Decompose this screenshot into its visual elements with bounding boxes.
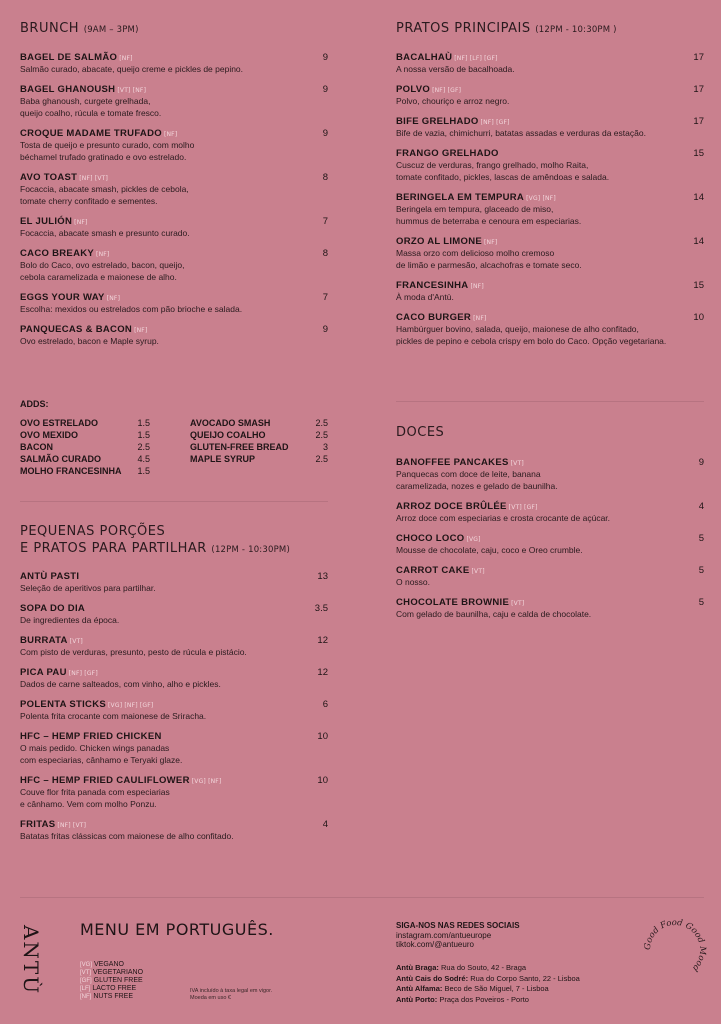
menu-item bbox=[20, 635, 328, 658]
item-price: 10 bbox=[317, 731, 328, 742]
social-title: SIGA-NOS NAS REDES SOCIAIS bbox=[396, 921, 520, 930]
legend-item bbox=[80, 993, 143, 1001]
pequenas-list bbox=[20, 571, 328, 851]
add-on-price: 3 bbox=[322, 442, 328, 452]
item-tags: [VG] [NF] bbox=[526, 195, 556, 202]
legend-code: [GF] bbox=[80, 978, 92, 984]
item-description: Batatas fritas clássicas com maionese de alho confitado. bbox=[20, 831, 234, 841]
add-on-row bbox=[20, 453, 150, 465]
legend-code: [LF] bbox=[80, 986, 91, 992]
item-price: 9 bbox=[322, 52, 328, 63]
item-description: Baba ghanoush, curgete grelhada, queijo coalho, rúcula e tomate fresco. bbox=[20, 96, 162, 118]
item-price: 7 bbox=[322, 292, 328, 303]
item-name: ORZO AL LIMONE bbox=[396, 236, 483, 247]
add-on-row bbox=[20, 429, 150, 441]
legend-code: [VT] bbox=[80, 970, 92, 976]
item-name: POLENTA STICKS bbox=[20, 699, 107, 710]
menu-item bbox=[20, 292, 328, 315]
item-name: CHOCO LOCO bbox=[396, 533, 465, 544]
item-name: BIFE GRELHADO bbox=[396, 116, 479, 127]
item-name: CACO BURGER bbox=[396, 312, 472, 323]
add-on-name: GLUTEN-FREE BREAD bbox=[190, 442, 289, 452]
item-tags: [NF] [VT] bbox=[57, 822, 87, 829]
add-on-row bbox=[20, 441, 150, 453]
add-on-price: 2.5 bbox=[315, 454, 328, 464]
item-name: HFC – HEMP FRIED CAULIFLOWER bbox=[20, 775, 190, 786]
legend-item bbox=[80, 969, 143, 977]
item-price: 4 bbox=[322, 819, 328, 830]
item-name: FRANGO GRELHADO bbox=[396, 148, 499, 159]
legend-label: NUTS FREE bbox=[93, 993, 134, 1000]
item-description: Arroz doce com especiarias e crosta crocante de açúcar. bbox=[396, 513, 611, 523]
menu-item bbox=[396, 236, 704, 271]
item-price: 9 bbox=[322, 84, 328, 95]
item-price: 10 bbox=[317, 775, 328, 786]
menu-item bbox=[396, 84, 704, 107]
item-tags: [NF] bbox=[163, 131, 178, 138]
add-on-price: 1.5 bbox=[137, 430, 150, 440]
adds-right-list bbox=[190, 417, 328, 477]
diet-legend bbox=[80, 961, 143, 1001]
menu-item bbox=[20, 248, 328, 283]
legend-label: VEGANO bbox=[94, 961, 124, 968]
add-on-price: 2.5 bbox=[315, 418, 328, 428]
add-on-name: AVOCADO SMASH bbox=[190, 418, 271, 428]
divider-right bbox=[396, 401, 704, 402]
address-list bbox=[396, 963, 580, 1005]
add-on-row bbox=[190, 453, 328, 465]
location-address: Praça dos Poveiros - Porto bbox=[439, 994, 529, 1004]
legend-label: GLUTEN FREE bbox=[93, 977, 143, 984]
social-block bbox=[396, 921, 520, 950]
item-tags: [NF] bbox=[106, 295, 121, 302]
menu-item bbox=[20, 699, 328, 722]
item-description: Com pisto de verduras, presunto, pesto de rúcula e pistácio. bbox=[20, 647, 247, 657]
location-address: Rua do Corpo Santo, 22 - Lisboa bbox=[470, 973, 580, 983]
item-name: ARROZ DOCE BRÛLÉE bbox=[396, 501, 507, 512]
address-row bbox=[396, 984, 580, 995]
item-price: 5 bbox=[698, 597, 704, 608]
location-name: Antù Alfama: bbox=[396, 984, 443, 993]
tax-note: IVA incluído à taxa legal em vigor. Moeda em uso € bbox=[190, 988, 273, 1001]
item-description: À moda d'Antù. bbox=[396, 292, 454, 302]
item-description: Ovo estrelado, bacon e Maple syrup. bbox=[20, 336, 159, 346]
item-name: BAGEL GHANOUSH bbox=[20, 84, 116, 95]
location-name: Antù Braga: bbox=[396, 963, 439, 972]
adds-title: ADDS: bbox=[20, 399, 49, 409]
adds-section bbox=[20, 391, 328, 477]
item-price: 9 bbox=[322, 128, 328, 139]
menu-item bbox=[20, 84, 328, 119]
menu-item bbox=[20, 775, 328, 810]
add-on-row bbox=[190, 417, 328, 429]
menu-title: MENU EM PORTUGUÊS. bbox=[80, 920, 274, 939]
add-on-row bbox=[190, 429, 328, 441]
item-name: BURRATA bbox=[20, 635, 68, 646]
menu-item bbox=[396, 312, 704, 347]
item-name: BAGEL DE SALMÃO bbox=[20, 52, 118, 63]
item-tags: [NF] [GF] bbox=[480, 119, 510, 126]
location-address: Rua do Souto, 42 - Braga bbox=[441, 963, 527, 972]
item-description: Panquecas com doce de leite, banana caramelizada, nozes e gelado de baunilha. bbox=[396, 469, 558, 491]
menu-item bbox=[20, 324, 328, 347]
item-description: O nosso. bbox=[396, 577, 431, 587]
add-on-row bbox=[20, 465, 150, 477]
item-price: 13 bbox=[317, 571, 328, 582]
item-price: 5 bbox=[698, 533, 704, 544]
item-tags: [VG] [NF] bbox=[191, 778, 222, 785]
menu-item bbox=[396, 116, 704, 139]
item-price: 15 bbox=[693, 148, 704, 159]
principais-list bbox=[396, 52, 704, 356]
item-description: Bife de vazia, chimichurri, batatas assadas e verduras da estação. bbox=[396, 128, 646, 138]
add-on-name: SALMÃO CURADO bbox=[20, 454, 101, 464]
menu-item bbox=[20, 571, 328, 594]
item-tags: [NF] [GF] bbox=[432, 87, 462, 94]
item-description: Dados de carne salteados, com vinho, alho e pickles. bbox=[20, 679, 221, 689]
add-on-name: QUEIJO COALHO bbox=[190, 430, 266, 440]
item-description: Polenta frita crocante com maionese de Sriracha. bbox=[20, 711, 207, 721]
item-name: FRANCESINHA bbox=[396, 280, 469, 291]
instagram-link[interactable]: instagram.com/antueurope bbox=[396, 930, 492, 940]
doces-list bbox=[396, 457, 704, 629]
add-on-price: 1.5 bbox=[137, 418, 150, 428]
location-address: Beco de São Miguel, 7 - Lisboa bbox=[444, 984, 549, 993]
item-price: 17 bbox=[693, 116, 704, 127]
add-on-row bbox=[190, 441, 328, 453]
item-tags: [NF] bbox=[96, 251, 110, 258]
add-on-name: MAPLE SYRUP bbox=[190, 454, 256, 464]
divider-left bbox=[20, 501, 328, 502]
add-on-price: 2.5 bbox=[137, 442, 150, 452]
antu-logo: ANTÙ bbox=[19, 924, 43, 996]
item-tags: [NF] bbox=[119, 55, 133, 62]
menu-item bbox=[20, 819, 328, 842]
menu-item bbox=[20, 667, 328, 690]
address-row bbox=[396, 974, 580, 985]
item-name: SOPA DO DIA bbox=[20, 603, 86, 614]
item-tags: [NF] bbox=[484, 239, 498, 246]
item-price: 12 bbox=[317, 635, 328, 646]
pequenas-title: PEQUENAS PORÇÕES E PRATOS PARA PARTILHAR (12PM - 10:30PM) bbox=[20, 524, 290, 556]
item-name: AVO TOAST bbox=[20, 172, 78, 183]
item-name: BERINGELA EM TEMPURA bbox=[396, 192, 525, 203]
menu-item bbox=[20, 52, 328, 75]
item-description: Focaccia, abacate smash, pickles de cebola, tomate cherry confitado e sementes. bbox=[20, 184, 189, 206]
menu-item bbox=[20, 603, 328, 626]
legend-code: [NF] bbox=[80, 994, 92, 1000]
item-tags: [VT] [NF] bbox=[117, 87, 147, 94]
item-name: CHOCOLATE BROWNIE bbox=[396, 597, 510, 608]
item-description: Com gelado de baunilha, caju e calda de chocolate. bbox=[396, 609, 592, 619]
item-price: 17 bbox=[693, 52, 704, 63]
address-row bbox=[396, 963, 580, 974]
item-price: 7 bbox=[322, 216, 328, 227]
menu-item bbox=[396, 280, 704, 303]
item-price: 10 bbox=[693, 312, 704, 323]
item-name: CROQUE MADAME TRUFADO bbox=[20, 128, 162, 139]
doces-title: DOCES bbox=[396, 425, 445, 440]
item-description: Hambúrguer bovino, salada, queijo, maionese de alho confitado, pickles de pepino e cebola crispy em bolo do Caco. Opção vegetariana. bbox=[396, 324, 667, 346]
add-on-row bbox=[20, 417, 150, 429]
item-price: 15 bbox=[693, 280, 704, 291]
item-tags: [NF] bbox=[134, 327, 148, 334]
item-description: Couve flor frita panada com especiarias e cânhamo. Vem com molho Ponzu. bbox=[20, 787, 170, 809]
item-name: ANTÙ PASTI bbox=[20, 571, 80, 582]
item-description: A nossa versão de bacalhoada. bbox=[396, 64, 515, 74]
item-name: PANQUECAS & BACON bbox=[20, 324, 133, 335]
brunch-title: BRUNCH (9AM – 3PM) bbox=[20, 21, 139, 36]
item-price: 8 bbox=[322, 248, 328, 259]
item-name: CARROT CAKE bbox=[396, 565, 470, 576]
menu-item bbox=[20, 731, 328, 766]
item-name: BANOFFEE PANCAKES bbox=[396, 457, 509, 468]
add-on-name: OVO MEXIDO bbox=[20, 430, 79, 440]
menu-item bbox=[20, 128, 328, 163]
item-tags: [VT] bbox=[69, 638, 83, 645]
legend-code: [VG] bbox=[80, 962, 93, 968]
menu-item bbox=[396, 533, 704, 556]
menu-item bbox=[396, 192, 704, 227]
menu-item bbox=[396, 52, 704, 75]
principais-title: PRATOS PRINCIPAIS (12PM - 10:30PM ) bbox=[396, 21, 617, 36]
item-price: 5 bbox=[698, 565, 704, 576]
item-name: PICA PAU bbox=[20, 667, 67, 678]
legend-item bbox=[80, 961, 143, 969]
item-tags: [VG] bbox=[466, 536, 481, 543]
add-on-price: 2.5 bbox=[315, 430, 328, 440]
item-tags: [VT] bbox=[510, 460, 524, 467]
item-description: Cuscuz de verduras, frango grelhado, molho Raita, tomate confitado, pickles, lascas de amêndoas e salada. bbox=[396, 160, 610, 182]
item-description: Bolo do Caco, ovo estrelado, bacon, queijo, cebola caramelizada e maionese de alho. bbox=[20, 260, 185, 282]
menu-item bbox=[396, 148, 704, 183]
item-name: HFC – HEMP FRIED CHICKEN bbox=[20, 731, 162, 742]
item-name: FRITAS bbox=[20, 819, 56, 830]
item-description: Beringela em tempura, glaceado de miso, hummus de beterraba e cenoura em especiarias. bbox=[396, 204, 582, 226]
brunch-list bbox=[20, 52, 328, 356]
item-name: POLVO bbox=[396, 84, 431, 95]
svg-text:Good Food Good Mood: Good Food Good Mood bbox=[642, 917, 708, 974]
item-tags: [NF] bbox=[473, 315, 487, 322]
add-on-name: BACON bbox=[20, 442, 53, 452]
good-food-good-mood-stamp bbox=[640, 915, 710, 985]
item-description: Escolha: mexidos ou estrelados com pão brioche e salada. bbox=[20, 304, 243, 314]
item-price: 14 bbox=[693, 192, 704, 203]
item-price: 14 bbox=[693, 236, 704, 247]
item-name: EGGS YOUR WAY bbox=[20, 292, 105, 303]
item-price: 6 bbox=[322, 699, 328, 710]
item-name: CACO BREAKY bbox=[20, 248, 95, 259]
item-tags: [VG] [NF] [GF] bbox=[108, 702, 154, 709]
item-description: O mais pedido. Chicken wings panadas com especiarias, cânhamo e Teryaki glaze. bbox=[20, 743, 183, 765]
add-on-name: MOLHO FRANCESINHA bbox=[20, 466, 122, 476]
item-price: 17 bbox=[693, 84, 704, 95]
item-description: Seleção de aperitivos para partilhar. bbox=[20, 583, 156, 593]
menu-item bbox=[396, 597, 704, 620]
item-description: Focaccia, abacate smash e presunto curado. bbox=[20, 228, 190, 238]
menu-item bbox=[396, 501, 704, 524]
add-on-name: OVO ESTRELADO bbox=[20, 418, 99, 428]
location-name: Antù Porto: bbox=[396, 994, 438, 1004]
item-tags: [NF] bbox=[74, 219, 88, 226]
menu-item bbox=[396, 457, 704, 492]
item-name: EL JULIÓN bbox=[20, 216, 73, 227]
item-price: 8 bbox=[322, 172, 328, 183]
menu-item bbox=[20, 216, 328, 239]
item-price: 9 bbox=[322, 324, 328, 335]
item-price: 4 bbox=[698, 501, 704, 512]
item-tags: [NF] bbox=[470, 283, 484, 290]
address-row bbox=[396, 995, 580, 1006]
menu-item bbox=[396, 565, 704, 588]
add-on-price: 4.5 bbox=[137, 454, 150, 464]
item-tags: [VT] bbox=[471, 568, 485, 575]
item-tags: [NF] [VT] bbox=[79, 175, 109, 182]
item-description: Salmão curado, abacate, queijo creme e pickles de pepino. bbox=[20, 64, 244, 74]
add-on-price: 1.5 bbox=[137, 466, 150, 476]
legend-label: LACTO FREE bbox=[92, 985, 137, 992]
item-description: Polvo, chouriço e arroz negro. bbox=[396, 96, 510, 106]
item-description: Massa orzo com delicioso molho cremoso de limão e parmesão, alcachofras e tomate seco. bbox=[396, 248, 582, 270]
item-name: BACALHAÙ bbox=[396, 52, 453, 63]
tiktok-link[interactable]: tiktok.com/@antueuro bbox=[396, 940, 474, 949]
item-description: Tosta de queijo e presunto curado, com molho béchamel trufado gratinado e ovo estrelado. bbox=[20, 140, 195, 162]
item-tags: [VT] [GF] bbox=[508, 504, 538, 511]
item-price: 9 bbox=[698, 457, 704, 468]
menu-item bbox=[20, 172, 328, 207]
divider-footer bbox=[20, 897, 704, 898]
adds-left-list bbox=[20, 417, 150, 477]
item-description: Mousse de chocolate, caju, coco e Oreo crumble. bbox=[396, 545, 583, 555]
item-price: 3.5 bbox=[314, 603, 328, 614]
legend-item bbox=[80, 977, 143, 985]
item-tags: [VT] bbox=[511, 600, 525, 607]
location-name: Antù Cais do Sodré: bbox=[396, 973, 469, 983]
legend-item bbox=[80, 985, 143, 993]
item-tags: [NF] [GF] bbox=[68, 670, 98, 677]
item-description: De ingredientes da época. bbox=[20, 615, 120, 625]
item-tags: [NF] [LF] [GF] bbox=[454, 55, 498, 62]
legend-label: VEGETARIANO bbox=[93, 969, 144, 976]
item-price: 12 bbox=[317, 667, 328, 678]
